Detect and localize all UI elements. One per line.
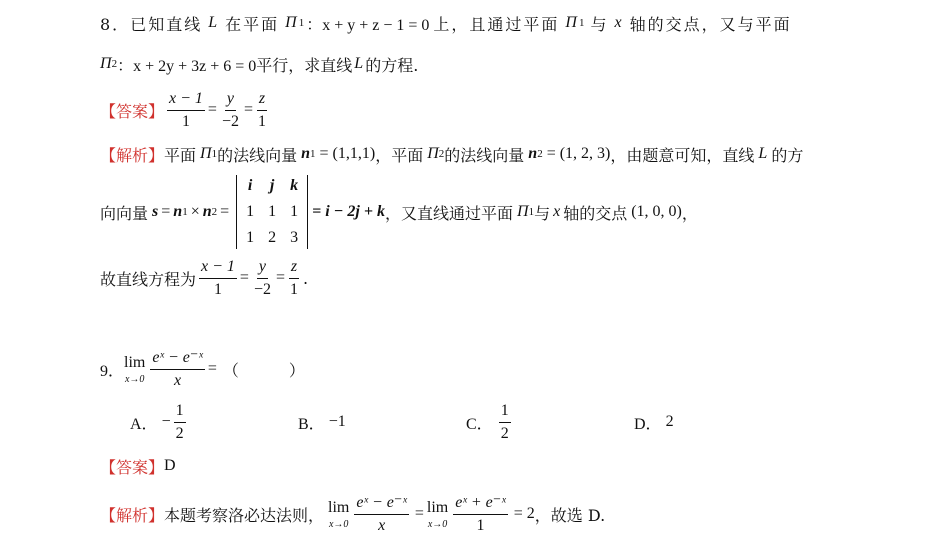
cross-product-result: = i − 2j + k bbox=[312, 203, 385, 220]
plane-subscript: 2 bbox=[111, 58, 118, 70]
option-d: D． 2 bbox=[634, 413, 674, 433]
q9-answer-value: D bbox=[164, 457, 176, 474]
plane-symbol: Π bbox=[565, 14, 579, 31]
q9-stem: 9． lim x→0 $\frac{\text{eˣ − e⁻ˣ}}{x}$ = （ ） bbox=[100, 348, 305, 389]
normal-vector-n1: n bbox=[301, 145, 311, 162]
intersection-point: (1, 0, 0) bbox=[631, 203, 682, 220]
option-c: C． $\frac{1}{2}$ bbox=[466, 401, 509, 442]
q8-text-a: 已知直线 bbox=[130, 14, 203, 34]
x-axis-symbol: x bbox=[614, 14, 624, 31]
final-fraction-y: $\frac{y}{-2}$ bbox=[253, 257, 271, 298]
direction-vector-s: s bbox=[152, 203, 159, 220]
q8-analysis-line3: 故直线方程为 $\frac{x - 1}{1}$ = $\frac{y}{-2}$ = $\frac{z}{1}$ . bbox=[100, 257, 309, 298]
q8-text-d: 与 bbox=[590, 14, 609, 34]
q8-text-g: 的方程. bbox=[365, 55, 419, 75]
plane-symbol: Π bbox=[285, 14, 299, 31]
line-symbol: L bbox=[208, 14, 220, 31]
determinant-matrix: i j k 1 1 1 1 2 3 bbox=[236, 175, 308, 249]
plane-subscript: 1 bbox=[578, 17, 587, 29]
q8-stem-line2 bbox=[100, 50, 418, 78]
q9-analysis-line: 【解析】 本题考察洛必达法则， lim x→0 $\frac{\text{eˣ − e⁻ˣ}}{x}$ = lim x→0 $\frac{\text{eˣ + e⁻ˣ}}{1}$ = 2 ，故选 D. bbox=[100, 493, 606, 534]
option-b: B． −1 bbox=[298, 413, 346, 433]
q8-analysis-line1: 【解析】 平面 Π 1 的法线向量 n 1 = (1,1,1) ，平面 Π 2 的法线向量 n 2 = (1, 2, 3) ，由题意可知，直线 L 的方 bbox=[100, 140, 803, 168]
plane-symbol: Π bbox=[427, 145, 439, 162]
final-fraction-z: $\frac{z}{1}$ bbox=[290, 257, 299, 298]
answer-tag: 【答案】 bbox=[100, 101, 165, 121]
answer-tag: 【答案】 bbox=[100, 457, 165, 477]
line-symbol: L bbox=[354, 55, 364, 72]
answer-fraction-x: $\frac{x - 1}{1}$ bbox=[169, 89, 203, 130]
q8-text-f: 平行，求直线 bbox=[256, 55, 353, 75]
limit-fraction: $\frac{\text{eˣ − e⁻ˣ}}{x}$ bbox=[152, 348, 203, 389]
q8-text-c: 上，且通过平面 bbox=[433, 14, 560, 34]
q8-text-e: 轴的交点，又与平面 bbox=[629, 14, 792, 34]
q8-answer-line: 【答案】 $\frac{x - 1}{1}$ = $\frac{y}{-2}$ = $\frac{z}{1}$ bbox=[100, 89, 267, 130]
answer-fraction-y: $\frac{y}{-2}$ bbox=[221, 89, 239, 130]
q8-number: 8． bbox=[100, 14, 131, 34]
plane1-equation: ：x + y + z − 1 = 0 bbox=[306, 16, 430, 34]
final-fraction-x: $\frac{x - 1}{1}$ bbox=[201, 257, 235, 298]
q8-analysis-line2: 向向量 s = n 1 × n 2 = i j k 1 1 1 1 2 3 = i − 2j + k ，又直线通过平面 Π 1 与 x 轴的交点 (1, 0, 0) ， bbox=[100, 172, 698, 252]
analysis-tag: 【解析】 bbox=[100, 145, 165, 165]
analysis-tag: 【解析】 bbox=[100, 505, 165, 525]
plane-symbol: Π bbox=[200, 145, 212, 162]
plane-symbol: Π bbox=[100, 55, 112, 72]
q8-stem-line1 bbox=[100, 8, 792, 38]
q9-answer-line bbox=[100, 452, 176, 480]
limit-operator: lim x→0 bbox=[124, 353, 146, 385]
q8-text-b: 在平面 bbox=[225, 14, 280, 34]
plane2-equation: ：x + 2y + 3z + 6 = 0 bbox=[117, 57, 257, 75]
answer-fraction-z: $\frac{z}{1}$ bbox=[258, 89, 267, 130]
plane-subscript: 1 bbox=[298, 17, 307, 29]
q9-number: 9． bbox=[100, 362, 125, 380]
option-a: A． − $\frac{1}{2}$ bbox=[130, 401, 184, 442]
normal-vector-n2: n bbox=[528, 145, 538, 162]
